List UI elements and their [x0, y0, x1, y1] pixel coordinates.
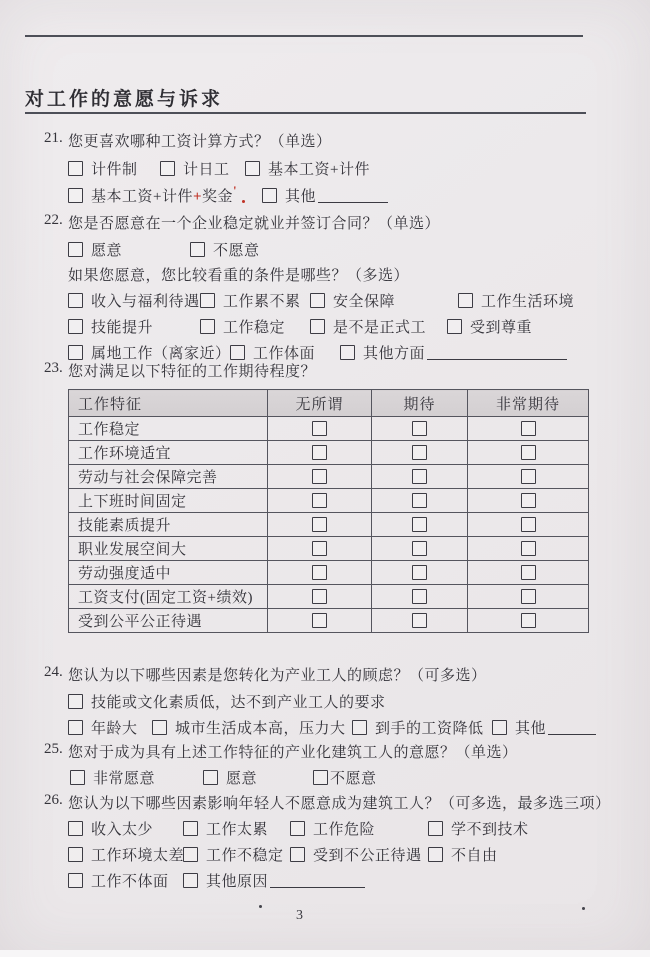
checkbox[interactable] — [340, 345, 355, 360]
option-low-income: 收入太少 — [68, 818, 153, 839]
col-header-expect: 期待 — [372, 390, 468, 417]
option-very-willing: 非常愿意 — [70, 767, 155, 788]
question-number: 21. — [44, 130, 63, 146]
option-other: 其他 — [492, 717, 596, 738]
option-base-plus-piece: 基本工资+计件 — [245, 158, 370, 179]
question-text: 您是否愿意在一个企业稳定就业并签订合同？（单选） — [68, 216, 441, 232]
checkbox[interactable] — [312, 565, 327, 580]
checkbox[interactable] — [68, 242, 83, 257]
table-header-row — [69, 390, 589, 417]
checkbox[interactable] — [290, 821, 305, 836]
table-row: 技能素质提升 — [69, 513, 589, 537]
option-formal-worker: 是不是正式工 — [310, 316, 426, 337]
checkbox[interactable] — [262, 188, 277, 203]
option-piece-rate: 计件制 — [68, 158, 138, 179]
question-text: 您认为以下哪些因素是您转化为产业工人的顾虑？（可多选） — [68, 668, 487, 684]
q22-followup — [0, 264, 650, 286]
checkbox[interactable] — [312, 493, 327, 508]
checkbox[interactable] — [521, 589, 536, 604]
checkbox[interactable] — [68, 694, 83, 709]
option-older-age: 年龄大 — [68, 717, 138, 738]
col-header-strongly-expect: 非常期待 — [468, 390, 589, 417]
checkbox[interactable] — [447, 319, 462, 334]
checkbox[interactable] — [160, 161, 175, 176]
checkbox[interactable] — [68, 319, 83, 334]
option-unwilling: 不愿意 — [313, 767, 377, 788]
checkbox[interactable] — [312, 445, 327, 460]
checkbox[interactable] — [183, 873, 198, 888]
section-title: 对工作的意愿与诉求 — [25, 89, 224, 110]
red-pen-tick: ' — [233, 183, 238, 198]
table-row: 劳动强度适中 — [69, 561, 589, 585]
option-no-freedom: 不自由 — [428, 844, 498, 865]
checkbox[interactable] — [68, 188, 83, 203]
checkbox[interactable] — [412, 613, 427, 628]
question-number: 25. — [44, 741, 63, 757]
option-skill-upgrade: 技能提升 — [68, 316, 153, 337]
col-header-indifferent: 无所谓 — [268, 390, 372, 417]
checkbox[interactable] — [310, 293, 325, 308]
q24-row1 — [0, 691, 650, 713]
option-base-piece-bonus: 基本工资+计件+奖金' — [68, 185, 237, 206]
checkbox[interactable] — [521, 493, 536, 508]
option-respect: 受到尊重 — [447, 316, 532, 337]
checkbox[interactable] — [68, 293, 83, 308]
q22-conditions-row2 — [0, 316, 650, 338]
option-income-welfare: 收入与福利待遇 — [68, 290, 200, 311]
question-number: 22. — [44, 212, 63, 228]
option-willing: 愿意 — [203, 767, 257, 788]
checkbox[interactable] — [312, 613, 327, 628]
checkbox[interactable] — [412, 445, 427, 460]
checkbox[interactable] — [183, 821, 198, 836]
checkbox[interactable] — [190, 242, 205, 257]
option-low-skill: 技能或文化素质低，达不到产业工人的要求 — [68, 691, 386, 712]
question-number: 24. — [44, 664, 63, 680]
option-other-aspects: 其他方面 — [340, 342, 567, 363]
checkbox[interactable] — [68, 345, 83, 360]
checkbox[interactable] — [458, 293, 473, 308]
checkbox[interactable] — [412, 469, 427, 484]
checkbox[interactable] — [492, 720, 507, 735]
checkbox[interactable] — [68, 847, 83, 862]
q21-options-row1 — [0, 158, 650, 180]
checkbox[interactable] — [521, 613, 536, 628]
q22-conditions-row1 — [0, 290, 650, 312]
question-text: 您认为以下哪些因素影响年轻人不愿意成为建筑工人？（可多选，最多选三项） — [68, 796, 611, 812]
checkbox[interactable] — [412, 541, 427, 556]
option-work-tiring: 工作累不累 — [200, 290, 301, 311]
option-living-env: 工作生活环境 — [458, 290, 574, 311]
checkbox[interactable] — [521, 565, 536, 580]
table-row: 职业发展空间大 — [69, 537, 589, 561]
q26-row3 — [0, 870, 650, 892]
table-row: 工作稳定 — [69, 417, 589, 441]
option-bad-environment: 工作环境太差 — [68, 844, 184, 865]
q21-options-row2 — [0, 185, 650, 207]
checkbox[interactable] — [521, 421, 536, 436]
checkbox[interactable] — [412, 493, 427, 508]
option-city-cost: 城市生活成本高，压力大 — [152, 717, 346, 738]
checkbox[interactable] — [521, 445, 536, 460]
question-21 — [0, 130, 650, 152]
checkbox[interactable] — [70, 770, 85, 785]
checkbox[interactable] — [428, 821, 443, 836]
checkbox[interactable] — [412, 589, 427, 604]
q26-row2 — [0, 844, 650, 866]
checkbox[interactable] — [312, 469, 327, 484]
question-25 — [0, 741, 650, 763]
option-no-skills-learned: 学不到技术 — [428, 818, 529, 839]
option-decent-work: 工作体面 — [230, 342, 315, 363]
option-other-reason: 其他原因 — [183, 870, 365, 891]
option-willing: 愿意 — [68, 239, 122, 260]
checkbox[interactable] — [412, 565, 427, 580]
scan-edge — [0, 950, 650, 957]
option-dangerous: 工作危险 — [290, 818, 375, 839]
question-24 — [0, 664, 650, 686]
option-other: 其他 — [262, 185, 388, 206]
checkbox[interactable] — [68, 720, 83, 735]
q24-row2 — [0, 717, 650, 739]
checkbox[interactable] — [428, 847, 443, 862]
checkbox[interactable] — [200, 319, 215, 334]
question-number: 23. — [44, 360, 63, 376]
checkbox[interactable] — [412, 421, 427, 436]
option-job-stability: 工作稳定 — [200, 316, 285, 337]
checkbox[interactable] — [203, 770, 218, 785]
table-row: 受到公平公正待遇 — [69, 609, 589, 633]
fill-in-blank[interactable] — [270, 873, 365, 888]
checkbox[interactable] — [412, 517, 427, 532]
checkbox[interactable] — [521, 517, 536, 532]
checkbox[interactable] — [152, 720, 167, 735]
question-text: 您更喜欢哪种工资计算方式？（单选） — [68, 134, 332, 150]
checkbox[interactable] — [312, 421, 327, 436]
checkbox[interactable] — [313, 770, 328, 785]
checkbox[interactable] — [245, 161, 260, 176]
option-local-work: 属地工作（离家近） — [68, 342, 231, 363]
expectation-rating-table — [68, 389, 589, 633]
col-header-feature: 工作特征 — [69, 390, 268, 417]
checkbox[interactable] — [312, 541, 327, 556]
option-unstable: 工作不稳定 — [183, 844, 284, 865]
checkbox[interactable] — [312, 517, 327, 532]
red-pen-plus: + — [192, 189, 203, 205]
q26-row1 — [0, 818, 650, 840]
option-too-tiring: 工作太累 — [183, 818, 268, 839]
option-safety: 安全保障 — [310, 290, 395, 311]
table-row: 工作环境适宜 — [69, 441, 589, 465]
checkbox[interactable] — [183, 847, 198, 862]
checkbox[interactable] — [68, 161, 83, 176]
fill-in-blank[interactable] — [548, 720, 596, 735]
q22-yesno-row — [0, 239, 650, 261]
table-row: 劳动与社会保障完善 — [69, 465, 589, 489]
question-26 — [0, 792, 650, 814]
checkbox[interactable] — [521, 469, 536, 484]
question-23 — [0, 360, 650, 382]
question-text: 您对于成为具有上述工作特征的产业化建筑工人的意愿？（单选） — [68, 745, 518, 761]
scan-speck — [259, 905, 262, 908]
checkbox[interactable] — [312, 589, 327, 604]
question-22 — [0, 212, 650, 234]
q25-options-row — [0, 767, 650, 789]
checkbox[interactable] — [68, 821, 83, 836]
red-pen-dot — [242, 200, 245, 203]
checkbox[interactable] — [290, 847, 305, 862]
fill-in-blank[interactable] — [318, 188, 388, 203]
option-unfair-treatment: 受到不公正待遇 — [290, 844, 422, 865]
checkbox[interactable] — [200, 293, 215, 308]
option-day-wage: 计日工 — [160, 158, 230, 179]
option-lower-wage: 到手的工资降低 — [352, 717, 484, 738]
top-rule — [25, 35, 583, 37]
fill-in-blank[interactable] — [427, 345, 567, 360]
table-row: 上下班时间固定 — [69, 489, 589, 513]
question-text: 您对满足以下特征的工作期待程度？ — [68, 364, 317, 380]
page-number: 3 — [296, 908, 303, 923]
checkbox[interactable] — [230, 345, 245, 360]
checkbox[interactable] — [310, 319, 325, 334]
checkbox[interactable] — [352, 720, 367, 735]
checkbox[interactable] — [521, 541, 536, 556]
option-unwilling: 不愿意 — [190, 239, 260, 260]
option-not-decent: 工作不体面 — [68, 870, 169, 891]
table-row: 工资支付(固定工资+绩效) — [69, 585, 589, 609]
checkbox[interactable] — [68, 873, 83, 888]
question-number: 26. — [44, 792, 63, 808]
followup-text: 如果您愿意，您比较看重的条件是哪些？（多选） — [68, 268, 410, 284]
title-underline — [25, 112, 586, 114]
scan-speck — [582, 907, 585, 910]
